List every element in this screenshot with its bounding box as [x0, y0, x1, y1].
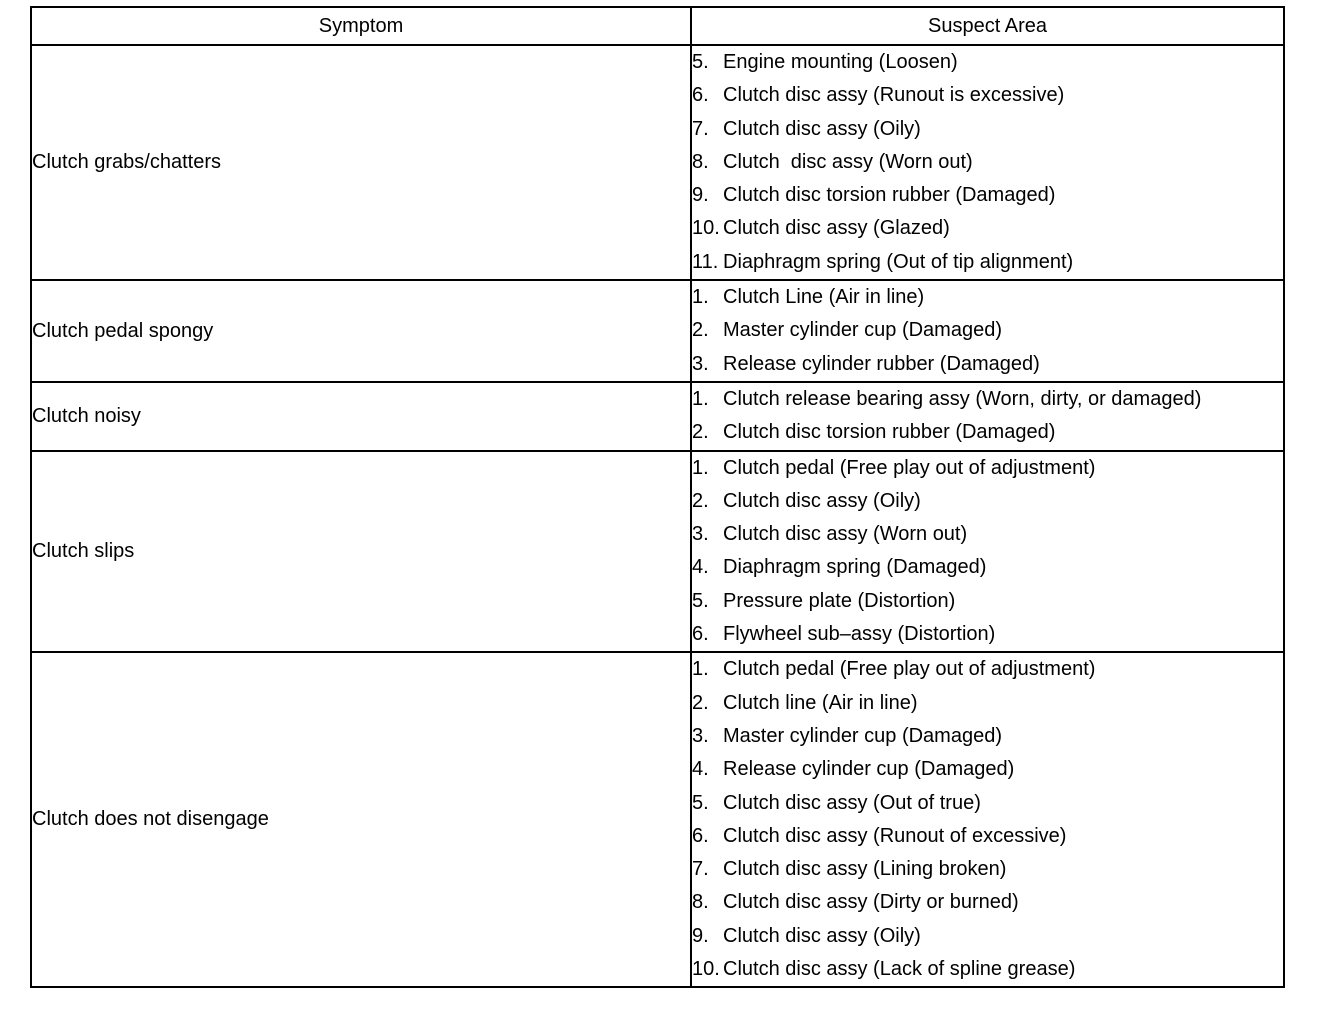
suspect-item-text: Master cylinder cup (Damaged) — [723, 724, 1002, 747]
suspect-item-number: 10. — [692, 217, 720, 240]
suspect-item — [692, 485, 1283, 518]
suspect-item-text: Clutch disc assy (Lack of spline grease) — [723, 958, 1076, 981]
suspect-item-number: 2. — [692, 489, 709, 512]
table-row — [31, 451, 1284, 653]
suspect-item-number: 8. — [692, 150, 709, 173]
symptom-cell: Clutch does not disengage — [31, 652, 691, 987]
suspect-item-number: 3. — [692, 523, 709, 546]
suspect-item — [692, 886, 1283, 919]
suspect-item-text: Master cylinder cup (Damaged) — [723, 319, 1002, 342]
suspect-item — [692, 146, 1283, 179]
suspect-item — [692, 687, 1283, 720]
suspect-item — [692, 79, 1283, 112]
suspect-item-number: 1. — [692, 456, 709, 479]
suspect-item-text: Clutch line (Air in line) — [723, 691, 918, 714]
suspect-item-text: Clutch release bearing assy (Worn, dirty, or damaged) — [723, 387, 1202, 410]
suspect-item-number: 9. — [692, 924, 709, 947]
suspect-item — [692, 179, 1283, 212]
suspect-item-text: Clutch disc torsion rubber (Damaged) — [723, 421, 1056, 444]
suspect-item-text: Clutch disc assy (Lining broken) — [723, 858, 1007, 881]
suspect-item-number: 3. — [692, 724, 709, 747]
suspect-item-number: 1. — [692, 658, 709, 681]
suspect-item-text: Diaphragm spring (Damaged) — [723, 556, 987, 579]
suspect-area-cell — [691, 382, 1284, 451]
table-row — [31, 382, 1284, 451]
suspect-item-text: Release cylinder rubber (Damaged) — [723, 352, 1040, 375]
suspect-item — [692, 348, 1283, 381]
suspect-item-number: 7. — [692, 858, 709, 881]
suspect-item-number: 1. — [692, 387, 709, 410]
suspect-item-text: Clutch disc assy (Runout is excessive) — [723, 84, 1065, 107]
table-body — [31, 45, 1284, 987]
suspect-item-number: 2. — [692, 421, 709, 444]
suspect-item — [692, 720, 1283, 753]
suspect-item-text: Engine mounting (Loosen) — [723, 51, 958, 73]
suspect-item — [692, 416, 1283, 449]
suspect-area-cell — [691, 45, 1284, 280]
suspect-item-text: Clutch disc assy (Oily) — [723, 489, 921, 512]
suspect-item — [692, 281, 1283, 314]
header-row — [31, 7, 1284, 45]
suspect-item-number: 2. — [692, 319, 709, 342]
suspect-item-text: Clutch disc assy (Worn out) — [723, 523, 968, 546]
troubleshooting-table — [30, 6, 1285, 988]
suspect-item-text: Clutch disc assy (Worn out) — [723, 150, 973, 173]
suspect-item-text: Flywheel sub–assy (Distortion) — [723, 623, 996, 646]
suspect-item — [692, 46, 1283, 79]
suspect-item-text: Clutch disc assy (Oily) — [723, 117, 921, 140]
suspect-item-number: 5. — [692, 791, 709, 814]
suspect-item-text: Clutch disc assy (Runout of excessive) — [723, 824, 1067, 847]
suspect-item — [692, 920, 1283, 953]
header-symptom: Symptom — [31, 7, 691, 45]
suspect-item — [692, 853, 1283, 886]
symptom-cell: Clutch noisy — [31, 382, 691, 451]
suspect-area-cell — [691, 280, 1284, 382]
suspect-item — [692, 452, 1283, 485]
suspect-item — [692, 787, 1283, 820]
suspect-item-text: Clutch disc torsion rubber (Damaged) — [723, 184, 1056, 207]
suspect-item-number: 4. — [692, 556, 709, 579]
suspect-item-text: Clutch pedal (Free play out of adjustment) — [723, 456, 1096, 479]
suspect-item-number: 10. — [692, 958, 720, 981]
suspect-item — [692, 653, 1283, 686]
suspect-item-text: Clutch pedal (Free play out of adjustment) — [723, 658, 1096, 681]
suspect-item-text: Clutch disc assy (Oily) — [723, 924, 921, 947]
symptom-cell: Clutch grabs/chatters — [31, 45, 691, 280]
suspect-item — [692, 518, 1283, 551]
suspect-item-number: 2. — [692, 691, 709, 714]
suspect-item-text: Diaphragm spring (Out of tip alignment) — [723, 250, 1074, 273]
suspect-item-number: 1. — [692, 286, 709, 309]
suspect-item-text: Release cylinder cup (Damaged) — [723, 758, 1015, 781]
suspect-item-number: 7. — [692, 117, 709, 140]
suspect-item-number: 5. — [692, 51, 709, 73]
table-row — [31, 45, 1284, 280]
suspect-item-number: 3. — [692, 352, 709, 375]
suspect-item-text: Clutch disc assy (Glazed) — [723, 217, 950, 240]
suspect-item — [692, 551, 1283, 584]
suspect-item — [692, 113, 1283, 146]
suspect-area-cell — [691, 652, 1284, 987]
suspect-item — [692, 383, 1283, 416]
suspect-item-text: Clutch Line (Air in line) — [723, 286, 925, 309]
suspect-item-number: 8. — [692, 891, 709, 914]
suspect-area-cell — [691, 451, 1284, 653]
suspect-item-number: 6. — [692, 824, 709, 847]
suspect-item-number: 5. — [692, 589, 709, 612]
header-suspect-area: Suspect Area — [691, 7, 1284, 45]
symptom-cell: Clutch pedal spongy — [31, 280, 691, 382]
suspect-item — [692, 314, 1283, 347]
suspect-item — [692, 753, 1283, 786]
suspect-item — [692, 246, 1283, 279]
suspect-item-number: 4. — [692, 758, 709, 781]
suspect-item — [692, 953, 1283, 986]
suspect-item-text: Clutch disc assy (Out of true) — [723, 791, 981, 814]
suspect-item-number: 6. — [692, 84, 709, 107]
suspect-item-text: Clutch disc assy (Dirty or burned) — [723, 891, 1019, 914]
table-row — [31, 652, 1284, 987]
suspect-item — [692, 585, 1283, 618]
suspect-item-number: 11. — [692, 250, 719, 273]
table-row — [31, 280, 1284, 382]
suspect-item — [692, 212, 1283, 245]
symptom-cell: Clutch slips — [31, 451, 691, 653]
suspect-item — [692, 618, 1283, 651]
suspect-item-number: 6. — [692, 623, 709, 646]
suspect-item-text: Pressure plate (Distortion) — [723, 589, 956, 612]
suspect-item — [692, 820, 1283, 853]
suspect-item-number: 9. — [692, 184, 709, 207]
